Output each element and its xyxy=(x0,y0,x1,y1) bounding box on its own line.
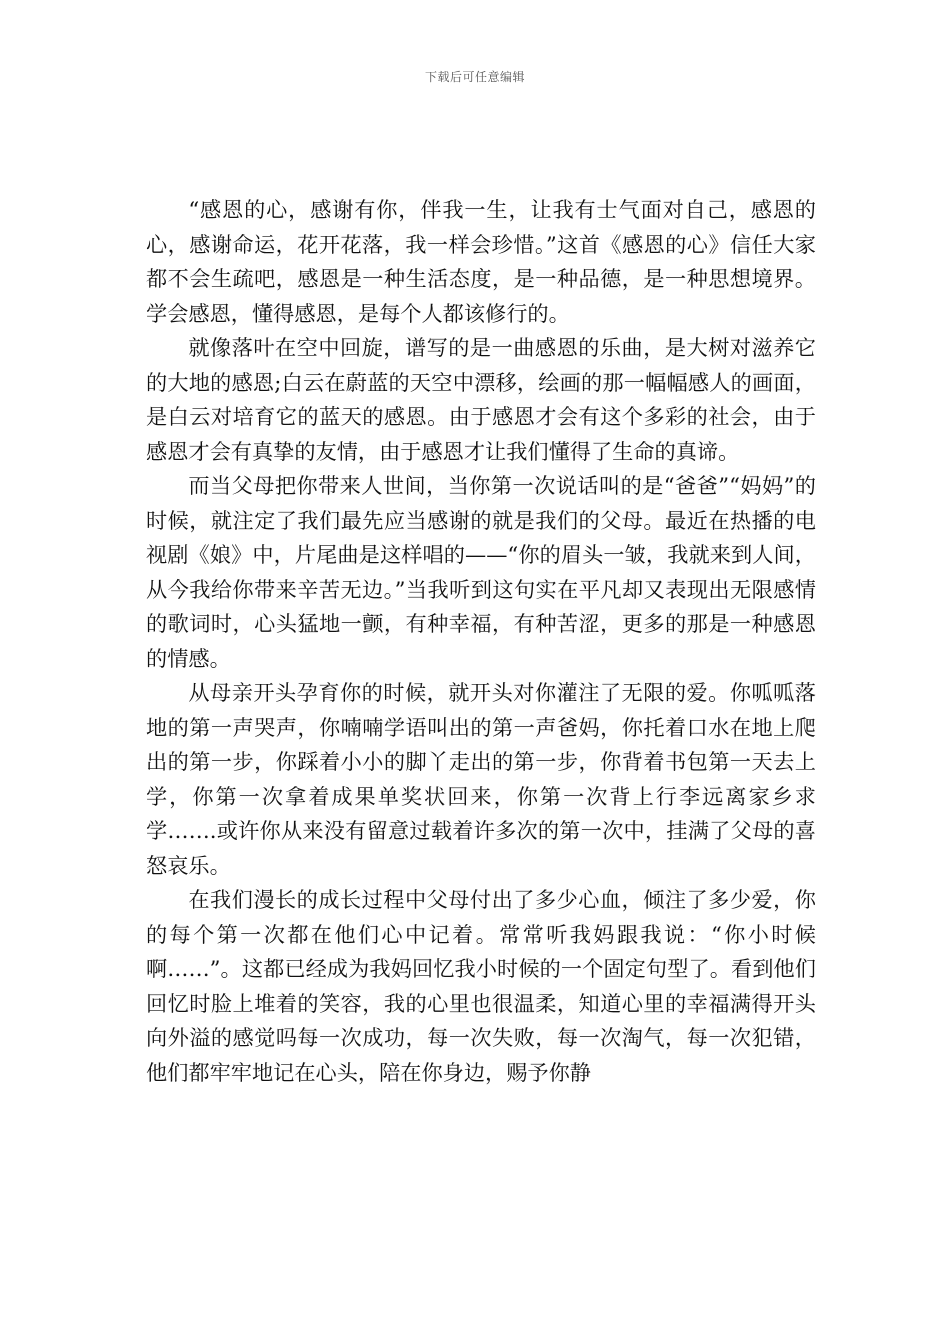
paragraph-1: “感恩的心，感谢有你，伴我一生，让我有士气面对自己，感恩的心，感谢命运，花开花落，我一样会珍惜。”这首《感恩的心》信任大家都不会生疏吧，感恩是一种生活态度，是一种品德，是一种思想境界。学会感恩，懂得感恩，是每个人都该修行的。 xyxy=(146,197,816,326)
paragraph-5: 在我们漫长的成长过程中父母付出了多少心血，倾注了多少爱，你的每个第一次都在他们心中记着。常常听我妈跟我说：“你小时候啊……”。这都已经成为我妈回忆我小时候的一个固定句型了。看到他们回忆时脸上堆着的笑容，我的心里也很温柔，知道心里的幸福满得开头向外溢的感觉吗每一次成功，每一次失败，每一次淘气，每一次犯错，他们都牢牢地记在心头，陪在你身边，赐予你静 xyxy=(146,887,816,1085)
page-header: 下载后可任意编辑 xyxy=(424,70,525,84)
paragraph-4: 从母亲开头孕育你的时候，就开头对你灌注了无限的爱。你呱呱落地的第一声哭声，你喃喃学语叫出的第一声爸妈，你托着口水在地上爬出的第一步，你踩着小小的脚丫走出的第一步，你背着书包第一天去上学，你第一次拿着成果单奖状回来，你第一次背上行李远离家乡求学…….或许你从来没有留意过载着许多次的第一次中，挂满了父母的喜怒哀乐。 xyxy=(146,680,816,878)
paragraph-2: 就像落叶在空中回旋，谱写的是一曲感恩的乐曲，是大树对滋养它的大地的感恩;白云在蔚蓝的天空中漂移，绘画的那一幅幅感人的画面，是白云对培育它的蓝天的感恩。由于感恩才会有这个多彩的社会，由于感恩才会有真挚的友情，由于感恩才让我们懂得了生命的真谛。 xyxy=(146,335,816,464)
paragraph-3: 而当父母把你带来人世间，当你第一次说话叫的是“爸爸”“妈妈”的时候，就注定了我们最先应当感谢的就是我们的父母。最近在热播的电视剧《娘》中，片尾曲是这样唱的——“你的眉头一皱，我就来到人间，从今我给你带来辛苦无边。”当我听到这句实在平凡却又表现出无限感情的歌词时，心头猛地一颤，有种幸福，有种苦涩，更多的那是一种感恩的情感。 xyxy=(146,473,816,671)
article-body xyxy=(146,193,816,1090)
